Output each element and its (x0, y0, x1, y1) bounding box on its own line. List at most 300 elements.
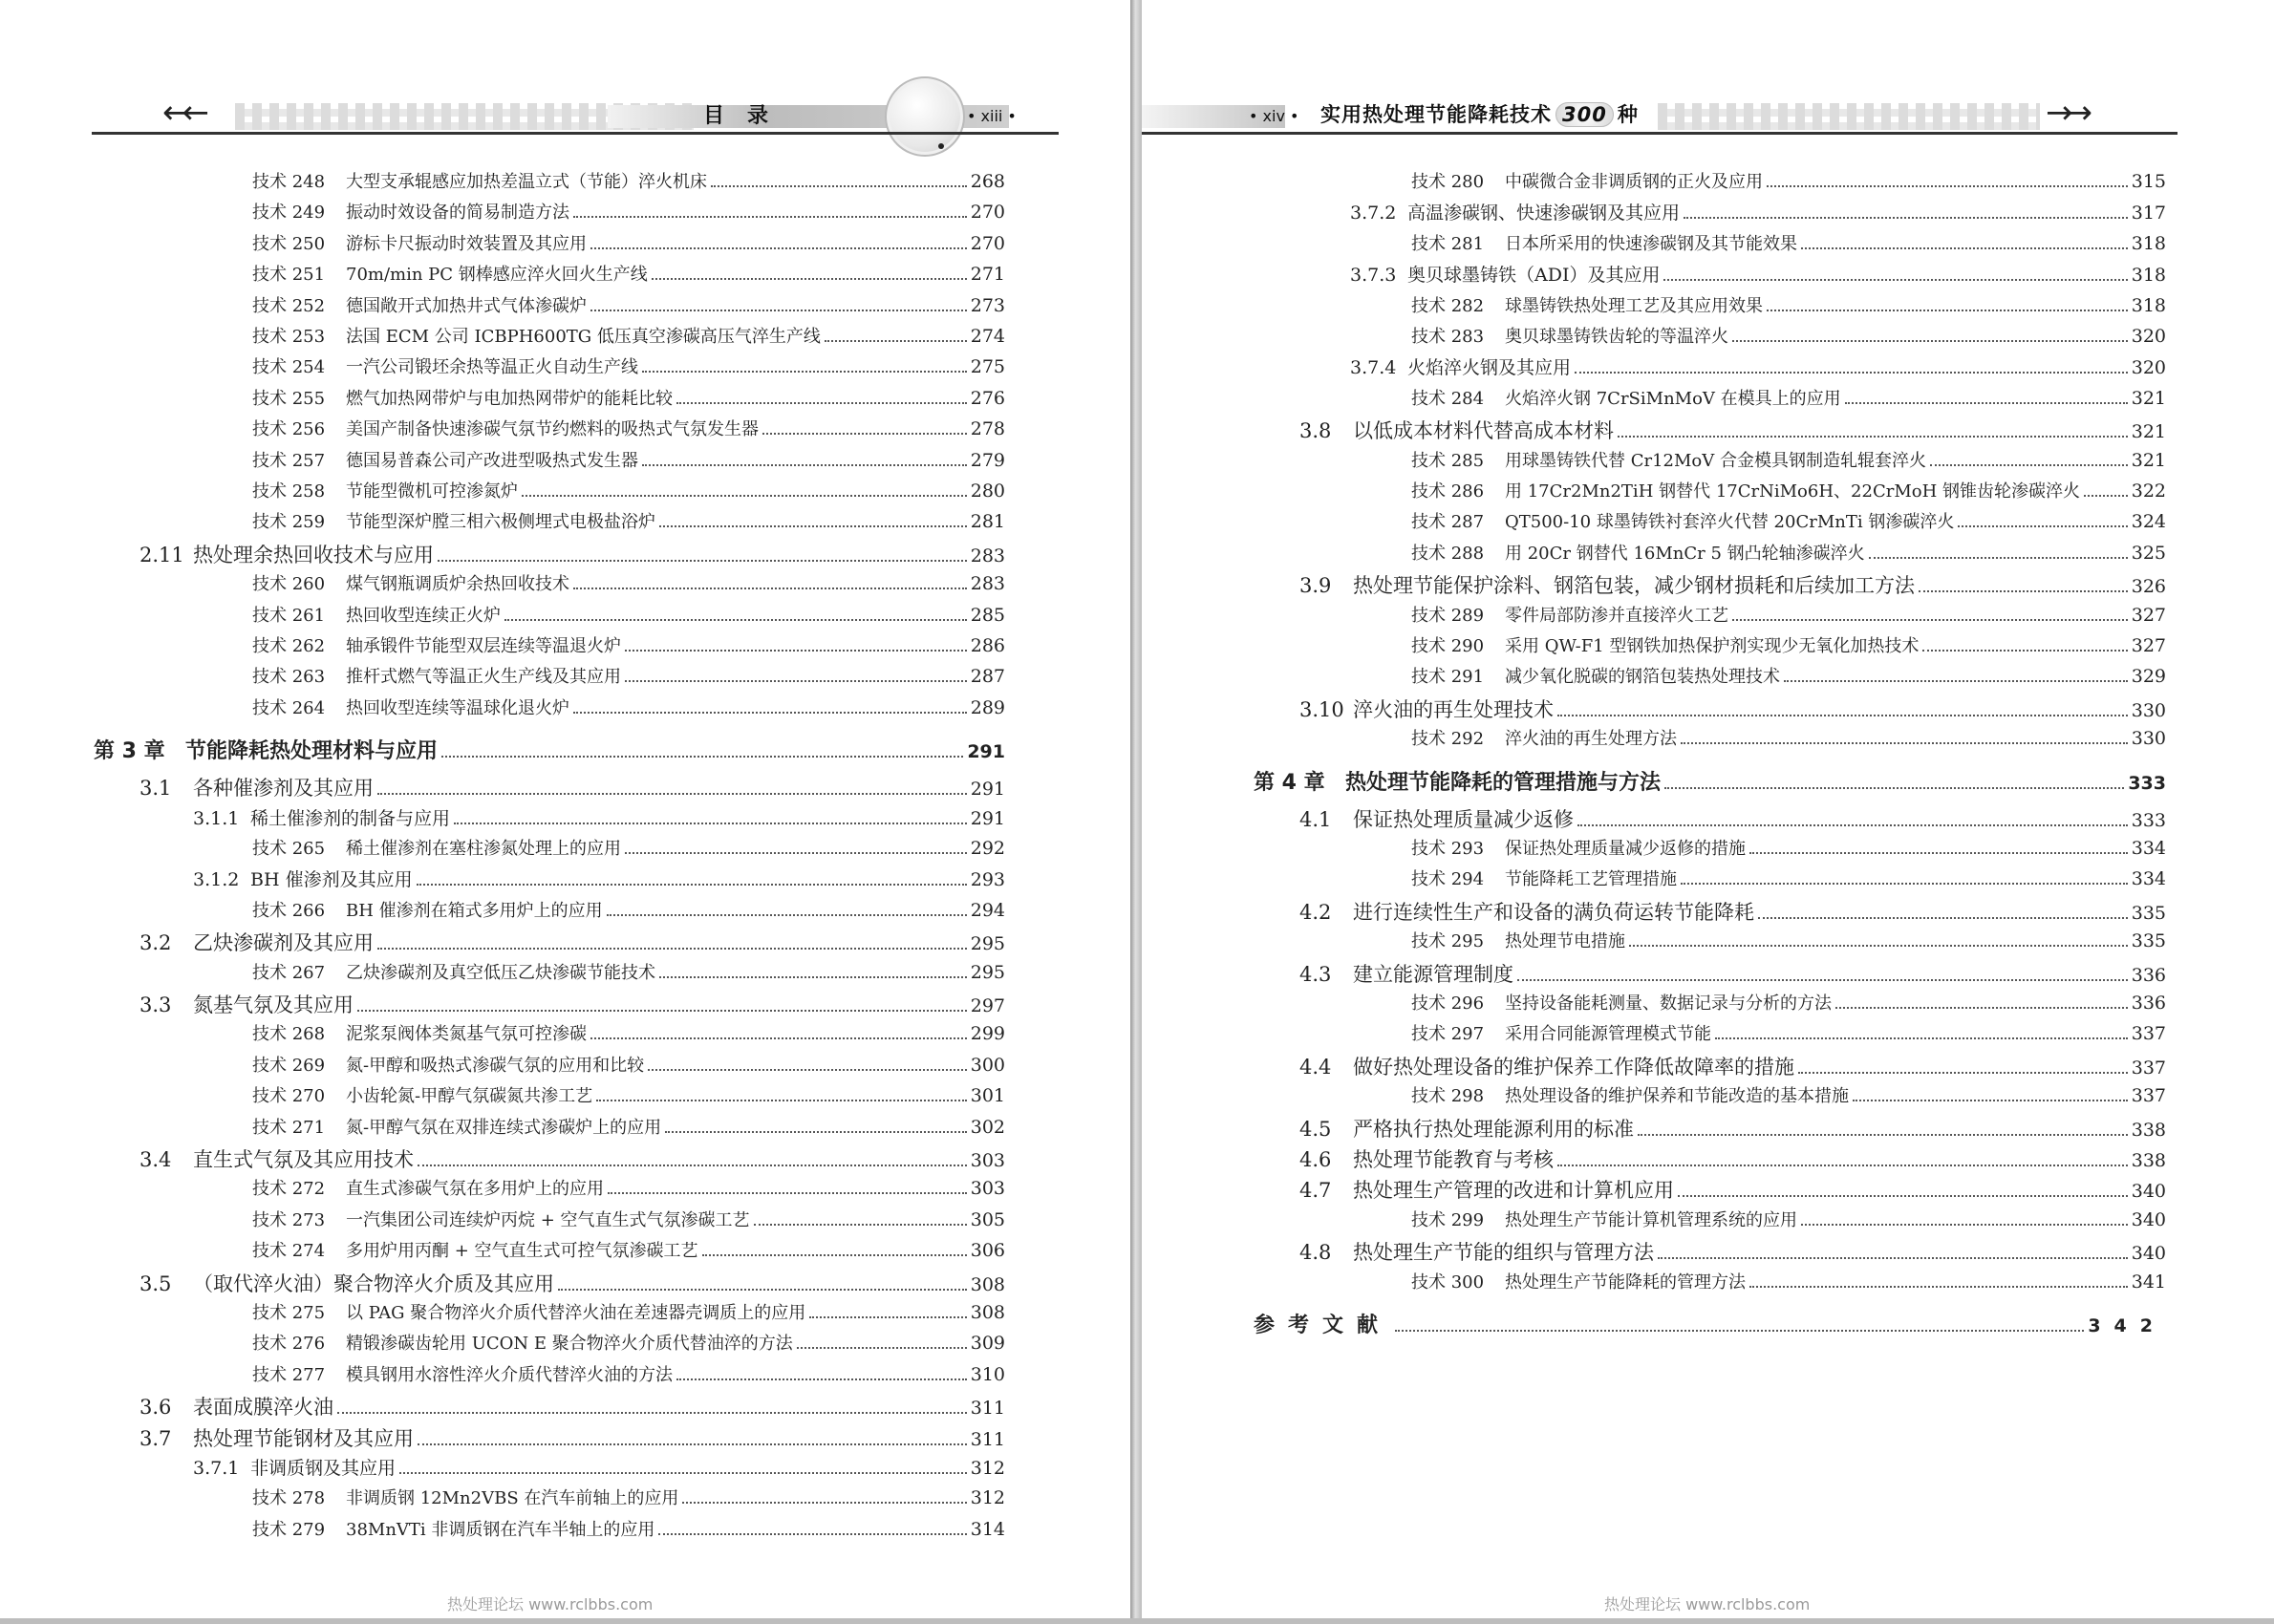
toc-entry-number: 技术 263 (252, 667, 326, 688)
dot-leader (1638, 1134, 2128, 1136)
toc-entry-title: 以低成本材料代替高成本材料 (1353, 419, 1614, 443)
toc-entry-number: 4.7 (1299, 1179, 1332, 1203)
toc-entry-page: 297 (970, 995, 1005, 1016)
toc-entry-number: 3.7.1 (193, 1458, 240, 1479)
toc-entry-title: 火焰淬火钢及其应用 (1407, 357, 1572, 379)
toc-entry-section (139, 1392, 1005, 1421)
dot-leader (1557, 715, 2128, 716)
toc-entry-title: 保证热处理质量减少返修 (1353, 807, 1574, 831)
toc-entry-number: 技术 260 (252, 574, 326, 595)
toc-entry-page: 330 (2131, 699, 2166, 721)
dot-leader (1618, 436, 2128, 438)
dot-leader (1681, 883, 2128, 885)
toc-entry-title: 稀土催渗剂的制备与应用 (250, 807, 451, 829)
dot-leader (1845, 402, 2128, 404)
toc-entry-title: 乙炔渗碳剂及其应用 (193, 931, 374, 955)
toc-entry-page: 299 (970, 1023, 1005, 1045)
toc-entry-number: 3.7.3 (1350, 265, 1397, 287)
toc-entry-title: 直生式渗碳气氛在多用炉上的应用 (346, 1179, 604, 1200)
toc-entry-number: 3.2 (139, 931, 172, 955)
toc-entry-page: 285 (970, 604, 1005, 626)
toc-entry-section (139, 990, 1005, 1018)
toc-entry-title: BH 催渗剂在箱式多用炉上的应用 (346, 900, 603, 921)
toc-entry-number: 技术 299 (1411, 1209, 1485, 1230)
toc-entry-number: 第 4 章 (1254, 770, 1325, 795)
toc-entry-number: 技术 250 (252, 233, 326, 254)
dot-leader (441, 756, 963, 758)
toc-entry-title: 以 PAG 聚合物淬火介质代替淬火油在差速器壳调质上的应用 (346, 1303, 806, 1323)
toc-entry-title: 氮-甲醇气氛在双排连续式渗碳炉上的应用 (346, 1117, 662, 1138)
toc-entry-number: 3.9 (1299, 574, 1332, 598)
toc-entry-number: 技术 292 (1411, 729, 1485, 750)
toc-entry-title: 热处理节能教育与考核 (1353, 1148, 1554, 1171)
toc-entry-number: 技术 274 (252, 1241, 326, 1262)
toc-entry-page: 291 (970, 779, 1005, 801)
toc-entry-number: 4.5 (1299, 1117, 1332, 1141)
toc-entry-page: 318 (2131, 232, 2166, 254)
toc-entry-tech (1411, 540, 2166, 565)
dot-leader (1749, 852, 2128, 854)
book-title-post: 种 (1617, 103, 1639, 126)
toc-entry-tech (252, 168, 1005, 193)
toc-entry-number: 技术 279 (252, 1519, 326, 1540)
toc-entry-title: 中碳微合金非调质钢的正火及应用 (1505, 172, 1763, 192)
toc-entry-tech (1411, 1020, 2166, 1045)
toc-entry-page: 311 (970, 1428, 1005, 1450)
toc-entry-tech (1411, 508, 2166, 533)
toc-entry-page: 286 (970, 635, 1005, 656)
toc-entry-title: 泥浆泵阀体类氮基气氛可控渗碳 (346, 1024, 587, 1045)
dot-leader (1919, 590, 2128, 592)
right-header (1142, 96, 2166, 138)
dot-leader (762, 433, 967, 435)
toc-entry-title: 奥贝球墨铸铁（ADI）及其应用 (1407, 265, 1661, 287)
dot-leader (438, 560, 967, 562)
dot-leader (1684, 217, 2128, 219)
toc-entry-page: 337 (2131, 1023, 2166, 1045)
header-dot (938, 143, 944, 149)
toc-entry-page: 278 (970, 418, 1005, 440)
toc-entry-number: 2.11 (139, 543, 184, 566)
dot-leader (573, 216, 967, 218)
toc-entry-tech (252, 694, 1005, 719)
toc-entry-number: 3.7.4 (1350, 357, 1397, 379)
toc-entry-section (139, 773, 1005, 801)
toc-entry-number: 技术 261 (252, 605, 326, 626)
toc-entry-section (1299, 1052, 2166, 1080)
toc-entry-section (1299, 570, 2166, 599)
toc-entry-page: 310 (970, 1363, 1005, 1385)
dot-leader (1869, 557, 2128, 559)
toc-entry-page: 341 (2131, 1271, 2166, 1293)
toc-entry-number: 3.3 (139, 994, 172, 1016)
toc-entry-title: 建立能源管理制度 (1353, 962, 1513, 986)
toc-entry-title: 一汽集团公司连续炉丙烷 + 空气直生式气氛渗碳工艺 (346, 1209, 750, 1230)
toc-entry-number: 技术 264 (252, 697, 326, 718)
toc-entry-tech (252, 1485, 1005, 1509)
toc-entry-tech (252, 230, 1005, 255)
toc-entry-number: 技术 280 (1411, 172, 1485, 192)
toc-entry-page: 321 (2131, 449, 2166, 471)
toc-entry-section (1299, 804, 2166, 833)
toc-entry-page: 337 (2131, 1085, 2166, 1107)
toc-entry-tech (252, 261, 1005, 286)
toc-entry-tech (252, 1052, 1005, 1077)
toc-entry-number: 技术 284 (1411, 388, 1485, 409)
toc-entry-number: 技术 256 (252, 419, 326, 440)
toc-entry-number: 技术 290 (1411, 636, 1485, 656)
toc-entry-page: 333 (2128, 772, 2166, 794)
toc-entry-title: 参考文献 (1254, 1314, 1392, 1337)
dot-leader (1664, 787, 2124, 789)
toc-entry-number: 4.1 (1299, 807, 1332, 831)
dot-leader (1801, 247, 2128, 249)
toc-entry-number: 技术 285 (1411, 450, 1485, 471)
toc-entry-number: 3.1.1 (193, 807, 240, 829)
dot-leader (399, 1472, 967, 1474)
dot-leader (809, 1316, 966, 1318)
toc-entry-page: 281 (970, 511, 1005, 533)
toc-entry-page: 321 (2131, 387, 2166, 409)
toc-entry-section (1299, 897, 2166, 926)
dot-leader (1732, 619, 2128, 621)
toc-entry-title: （取代淬火油）聚合物淬火介质及其应用 (193, 1271, 554, 1295)
dot-leader (1767, 185, 2128, 187)
toc-entry-page: 301 (970, 1085, 1005, 1107)
book-gutter (1130, 0, 1142, 1624)
toc-entry-title: 用 20Cr 钢替代 16MnCr 5 钢凸轮轴渗碳淬火 (1505, 543, 1865, 564)
toc-entry-tech (252, 570, 1005, 595)
toc-entry-page: 325 (2131, 542, 2166, 564)
toc-entry-page: 295 (970, 961, 1005, 983)
toc-entry-number: 第 3 章 (94, 739, 165, 764)
toc-entry-page: 334 (2131, 838, 2166, 859)
toc-entry-title: 热处理生产管理的改进和计算机应用 (1353, 1179, 1674, 1203)
toc-entry-title: 模具钢用水溶性淬火介质代替淬火油的方法 (346, 1364, 673, 1385)
toc-entry-number: 技术 266 (252, 900, 326, 921)
toc-entry-number: 技术 289 (1411, 605, 1485, 626)
dot-leader (625, 680, 967, 682)
dot-leader (596, 1100, 967, 1101)
dot-leader (658, 1533, 966, 1535)
toc-entry-page: 273 (970, 294, 1005, 316)
dot-leader (1681, 742, 2128, 744)
toc-entry-page: 294 (970, 899, 1005, 921)
toc-entry-title: BH 催渗剂及其应用 (250, 869, 413, 891)
toc-entry-tech (1411, 725, 2166, 750)
toc-entry-page: 340 (2131, 1243, 2166, 1265)
book-title-num: 300 (1555, 102, 1614, 127)
toc-entry-page: 300 (970, 1054, 1005, 1076)
toc-entry-page: 340 (2131, 1181, 2166, 1203)
toc-entry-title: 做好热处理设备的维护保养工作降低故障率的措施 (1353, 1055, 1794, 1079)
toc-entry-tech (252, 663, 1005, 688)
dot-leader (1922, 650, 2127, 652)
dot-leader (1853, 1100, 2128, 1101)
toc-entry-section (139, 540, 1005, 568)
dot-leader (522, 495, 967, 497)
toc-entry-page: 292 (970, 838, 1005, 859)
toc-entry-number: 技术 271 (252, 1117, 326, 1138)
toc-entry-number: 技术 248 (252, 172, 326, 192)
toc-entry-page: 268 (970, 171, 1005, 192)
dot-leader (1801, 1224, 2128, 1226)
toc-entry-title: 热处理节能降耗的管理措施与方法 (1345, 770, 1662, 795)
toc-entry-title: 节能降耗工艺管理措施 (1505, 869, 1677, 890)
toc-entry-number: 3.8 (1299, 419, 1332, 443)
toc-entry-tech (252, 1020, 1005, 1045)
toc-entry-page: 342 (2088, 1315, 2166, 1336)
toc-entry-number: 3.4 (139, 1148, 172, 1171)
dot-leader (754, 1224, 967, 1226)
toc-entry-page: 271 (970, 264, 1005, 286)
toc-entry-number: 3.10 (1299, 697, 1344, 721)
toc-entry-section (1299, 1237, 2166, 1266)
toc-entry-title: 用球墨铸铁代替 Cr12MoV 合金模具钢制造轧辊套淬火 (1505, 450, 1926, 471)
dot-leader (1517, 979, 2128, 981)
toc-entry-tech (252, 602, 1005, 627)
toc-entry-page: 326 (2131, 576, 2166, 598)
dot-leader (659, 525, 967, 527)
toc-entry-tech (1411, 928, 2166, 952)
toc-entry-title: 热处理节能钢材及其应用 (193, 1426, 414, 1450)
toc-entry-section (139, 1269, 1005, 1297)
toc-entry-title: 减少氧化脱碳的钢箔包装热处理技术 (1505, 667, 1780, 688)
toc-entry-tech (252, 447, 1005, 472)
toc-entry-sub (193, 1454, 1005, 1480)
footer-watermark: 热处理论坛 www.rclbbs.com (1604, 1595, 1811, 1613)
toc-entry-title: 严格执行热处理能源利用的标准 (1353, 1117, 1634, 1141)
toc-entry-title: 德国易普森公司产改进型吸热式发生器 (346, 450, 638, 471)
dot-leader (1732, 340, 2128, 342)
toc-entry-page: 279 (970, 449, 1005, 471)
toc-entry-number: 技术 253 (252, 327, 326, 347)
toc-entry-title: 用 17Cr2Mn2TiH 钢替代 17CrNiMo6H、22CrMoH 钢锥齿轮渗碳淬火 (1505, 481, 2081, 502)
toc-entry-tech (1411, 602, 2166, 627)
toc-entry-page: 321 (2131, 421, 2166, 443)
dot-leader (1758, 917, 2128, 919)
toc-entry-page: 312 (970, 1487, 1005, 1509)
toc-entry-title: 火焰淬火钢 7CrSiMnMoV 在模具上的应用 (1505, 388, 1841, 409)
dot-leader (573, 712, 967, 714)
dot-leader (1749, 1286, 2128, 1288)
toc-entry-tech (1411, 230, 2166, 255)
toc-entry-title: 表面成膜淬火油 (193, 1396, 333, 1420)
toc-entry-title: 美国产制备快速渗碳气氛节约燃料的吸热式气氛发生器 (346, 419, 759, 440)
toc-entry-number: 技术 278 (252, 1488, 326, 1509)
toc-entry-page: 280 (970, 481, 1005, 502)
toc-entry-page: 308 (970, 1302, 1005, 1323)
dot-leader (676, 1378, 967, 1380)
toc-entry-title: 淬火油的再生处理技术 (1353, 697, 1554, 721)
toc-entry-title: 精锻渗碳齿轮用 UCON E 聚合物淬火介质代替油淬的方法 (346, 1334, 793, 1355)
toc-entry-chapter (94, 735, 1005, 764)
toc-entry-tech (252, 1361, 1005, 1386)
toc-entry-number: 技术 298 (1411, 1086, 1485, 1107)
toc-entry-page: 335 (2131, 930, 2166, 952)
dot-leader (1575, 372, 2128, 374)
toc-entry-title: 各种催渗剂及其应用 (193, 777, 374, 801)
dot-leader (590, 1037, 967, 1039)
toc-entry-page: 274 (970, 326, 1005, 347)
toc-entry-section (139, 928, 1005, 956)
dot-leader (1577, 824, 2128, 826)
toc-entry-number: 技术 297 (1411, 1024, 1485, 1045)
toc-entry-number: 技术 283 (1411, 327, 1485, 347)
toc-entry-title: 稀土催渗剂在塞柱渗氮处理上的应用 (346, 839, 621, 859)
toc-entry-section (1299, 416, 2166, 444)
toc-entry-section (1299, 1175, 2166, 1204)
toc-entry-sub (1350, 261, 2166, 287)
toc-entry-title: 热处理节电措施 (1505, 931, 1625, 952)
dot-leader (1767, 310, 2128, 311)
toc-entry-page: 276 (970, 387, 1005, 409)
toc-entry-tech (252, 897, 1005, 922)
toc-entry-number: 技术 276 (252, 1334, 326, 1355)
toc-entry-tech (1411, 632, 2166, 657)
toc-entry-tech (252, 292, 1005, 317)
toc-entry-page: 322 (2131, 481, 2166, 502)
left-page (0, 0, 1130, 1624)
toc-entry-title: 采用 QW-F1 型钢铁加热保护剂实现少无氧化加热技术 (1505, 636, 1920, 656)
dot-leader (1395, 1330, 2084, 1332)
toc-entry-page: 318 (2131, 265, 2166, 287)
dot-leader (825, 340, 967, 342)
toc-entry-title: 节能型深炉膛三相六极侧埋式电极盐浴炉 (346, 512, 655, 533)
toc-entry-title: 进行连续性生产和设备的满负荷运转节能降耗 (1353, 900, 1754, 924)
toc-entry-title: 非调质钢及其应用 (250, 1458, 397, 1479)
toc-entry-tech (1411, 292, 2166, 317)
toc-entry-tech (1411, 478, 2166, 502)
toc-entry-chapter (1254, 766, 2166, 796)
toc-entry-number: 技术 251 (252, 265, 326, 286)
toc-entry-page: 287 (970, 666, 1005, 688)
toc-entry-page: 314 (970, 1518, 1005, 1540)
toc-entry-title: 热处理生产节能降耗的管理方法 (1505, 1271, 1746, 1293)
toc-entry-number: 技术 288 (1411, 543, 1485, 564)
page-title: 目 录 (703, 104, 770, 128)
toc-entry-number: 技术 287 (1411, 512, 1485, 533)
book-title-pre: 实用热处理节能降耗技术 (1320, 103, 1552, 126)
toc-entry-number: 技术 272 (252, 1179, 326, 1200)
toc-entry-ref (1254, 1309, 2166, 1338)
toc-entry-title: 一汽公司锻坯余热等温正火自动生产线 (346, 357, 638, 378)
toc-entry-page: 330 (2131, 728, 2166, 750)
dot-leader (337, 1412, 967, 1414)
dot-leader (642, 464, 967, 466)
toc-entry-number: 技术 262 (252, 636, 326, 656)
dot-leader (1629, 945, 2128, 947)
toc-entry-title: 德国敞开式加热井式气体渗碳炉 (346, 295, 587, 316)
dot-leader (665, 1131, 967, 1133)
dot-leader (590, 247, 967, 249)
toc-entry-tech (252, 385, 1005, 410)
toc-entry-sub (1350, 199, 2166, 224)
header-rule (92, 132, 1059, 135)
toc-entry-tech (252, 478, 1005, 502)
toc-entry-page: 337 (2131, 1057, 2166, 1079)
toc-entry-title: 轴承锻件节能型双层连续等温退火炉 (346, 636, 621, 656)
toc-entry-tech (252, 632, 1005, 657)
dot-leader (607, 914, 967, 916)
toc-entry-title: 高温渗碳钢、快速渗碳钢及其应用 (1407, 203, 1681, 224)
dot-leader (558, 1289, 967, 1291)
toc-entry-number: 技术 295 (1411, 931, 1485, 952)
book-title (1320, 99, 1639, 128)
toc-entry-number: 技术 291 (1411, 667, 1485, 688)
toc-entry-title: 节能降耗热处理材料与应用 (185, 739, 439, 764)
toc-entry-sub (1350, 353, 2166, 379)
toc-entry-tech (1411, 835, 2166, 860)
toc-entry-title: 热回收型连续等温球化退火炉 (346, 697, 569, 718)
dot-leader (417, 884, 967, 886)
toc-entry-page: 336 (2131, 993, 2166, 1014)
toc-entry-tech (1411, 663, 2166, 688)
toc-entry-page: 302 (970, 1116, 1005, 1138)
toc-entry-number: 技术 267 (252, 962, 326, 983)
toc-entry-number: 技术 281 (1411, 233, 1485, 254)
page-number: • xiv • (1249, 107, 1299, 125)
toc-entry-number: 3.6 (139, 1396, 172, 1420)
toc-entry-tech (252, 323, 1005, 348)
toc-entry-number: 技术 252 (252, 295, 326, 316)
toc-entry-page: 303 (970, 1178, 1005, 1200)
toc-entry-section (1299, 1114, 2166, 1143)
dot-leader (418, 1443, 967, 1445)
toc-entry-title: 淬火油的再生处理方法 (1505, 729, 1677, 750)
toc-entry-title: 日本所采用的快速渗碳钢及其节能效果 (1505, 233, 1797, 254)
toc-entry-number: 技术 275 (252, 1303, 326, 1323)
toc-entry-page: 291 (967, 741, 1005, 763)
left-header (92, 96, 1059, 138)
toc-entry-page: 329 (2131, 666, 2166, 688)
toc-entry-number: 3.1.2 (193, 869, 240, 891)
right-page (1142, 0, 2274, 1624)
toc-entry-title: 热回收型连续正火炉 (346, 605, 501, 626)
toc-entry-number: 4.8 (1299, 1241, 1332, 1265)
toc-entry-title: 氮基气氛及其应用 (193, 994, 354, 1016)
toc-entry-page: 308 (970, 1273, 1005, 1295)
toc-entry-tech (252, 1175, 1005, 1200)
header-rule (1142, 132, 2177, 135)
toc-entry-tech (1411, 1082, 2166, 1107)
toc-entry-page: 289 (970, 696, 1005, 718)
dot-leader (676, 402, 967, 404)
toc-entry-title: 煤气钢瓶调质炉余热回收技术 (346, 574, 569, 595)
dot-leader (652, 278, 967, 280)
toc-entry-tech (1411, 990, 2166, 1015)
dot-leader (418, 1165, 967, 1166)
toc-entry-page: 334 (2131, 868, 2166, 890)
dot-leader (1958, 525, 2127, 527)
toc-entry-page: 327 (2131, 635, 2166, 656)
toc-entry-tech (252, 1330, 1005, 1355)
toc-entry-tech (252, 508, 1005, 533)
toc-entry-sub (193, 804, 1005, 830)
toc-entry-page: 306 (970, 1240, 1005, 1262)
toc-entry-page: 335 (2131, 902, 2166, 924)
toc-entry-title: 奥贝球墨铸铁齿轮的等温淬火 (1505, 327, 1728, 347)
toc-entry-number: 技术 277 (252, 1364, 326, 1385)
dot-leader (608, 1192, 967, 1194)
toc-entry-tech (1411, 385, 2166, 410)
toc-entry-page: 333 (2131, 809, 2166, 831)
toc-entry-page: 324 (2131, 511, 2166, 533)
toc-entry-number: 技术 265 (252, 839, 326, 859)
toc-entry-number: 技术 286 (1411, 481, 1485, 502)
toc-entry-number: 技术 259 (252, 512, 326, 533)
toc-entry-tech (1411, 323, 2166, 348)
